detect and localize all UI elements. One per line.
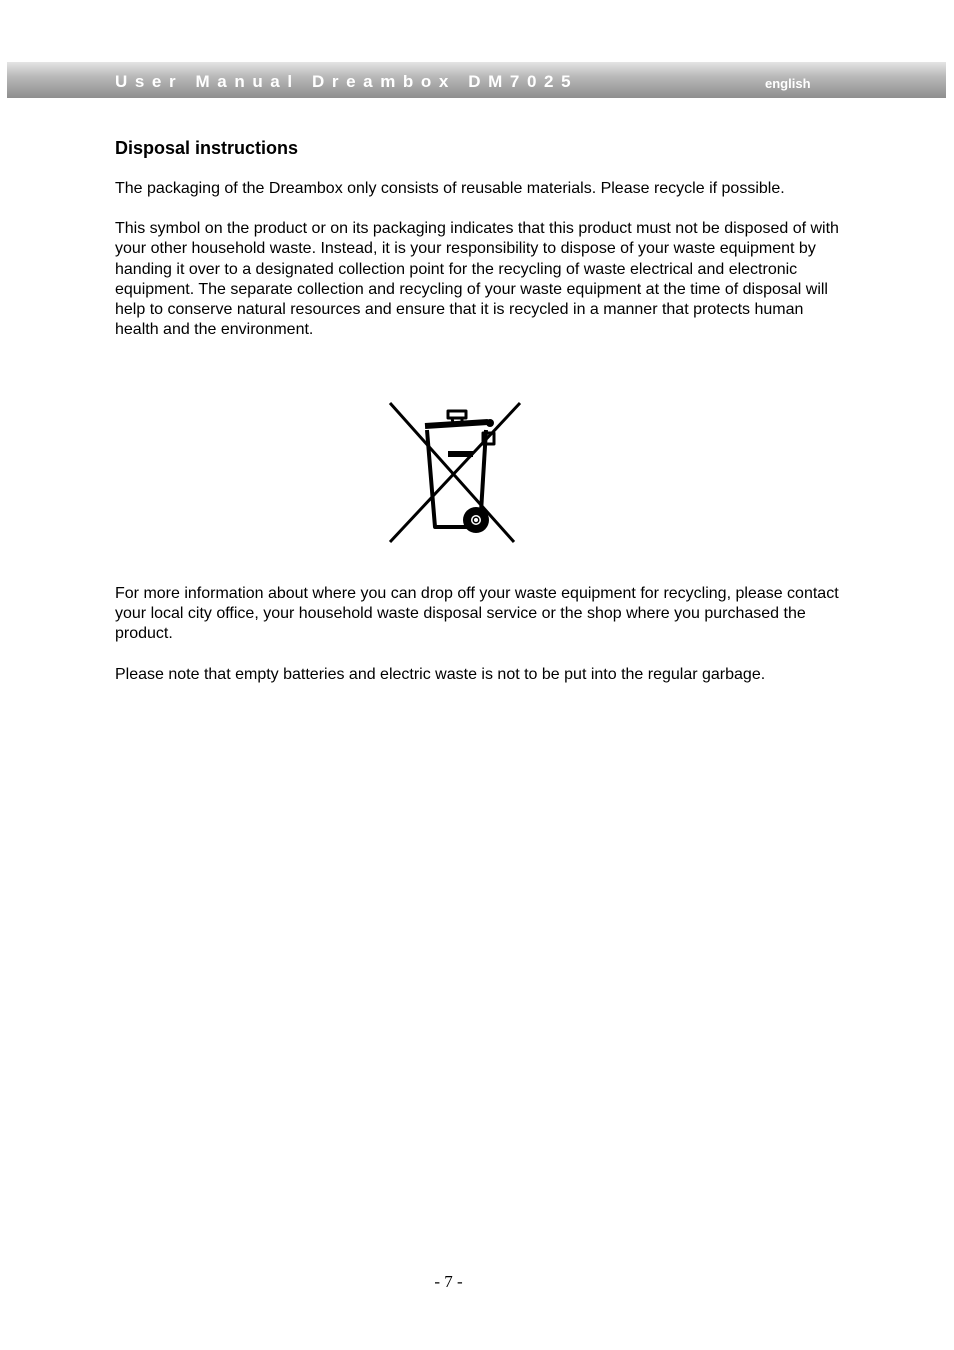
paragraph-packaging: The packaging of the Dreambox only consists of reusable materials. Please recycle if possible. <box>115 180 785 197</box>
document-title: User Manual Dreambox DM7025 <box>115 72 579 91</box>
crossed-out-wheelie-bin-icon <box>387 400 523 545</box>
language-label: english <box>765 76 811 91</box>
paragraph-drop-off-info: For more information about where you can drop off your waste equipment for recycling, please contact your local city office, your household waste disposal service or the shop where you purchased the product. <box>115 585 839 643</box>
section-title: Disposal instructions <box>115 138 299 158</box>
paragraph-symbol-meaning: This symbol on the product or on its packaging indicates that this product must not be disposed of with your other household waste. Instead, it is your responsibility to dispose of your waste equipment by handing it over to a designated collection point for the recycling of waste electrical and electronic equipment. The separate collection and recycling of your waste equipment at the time of disposal will help to conserve natural resources and ensure that it is recycled in a manner that protects human health and the environment. <box>115 220 839 339</box>
page-number: - 7 - <box>434 1272 463 1291</box>
header-bar <box>7 62 946 98</box>
recycling-info-section <box>115 584 845 685</box>
paragraph-batteries-note: Please note that empty batteries and electric waste is not to be put into the regular garbage. <box>115 665 766 683</box>
disposal-section <box>115 136 845 340</box>
